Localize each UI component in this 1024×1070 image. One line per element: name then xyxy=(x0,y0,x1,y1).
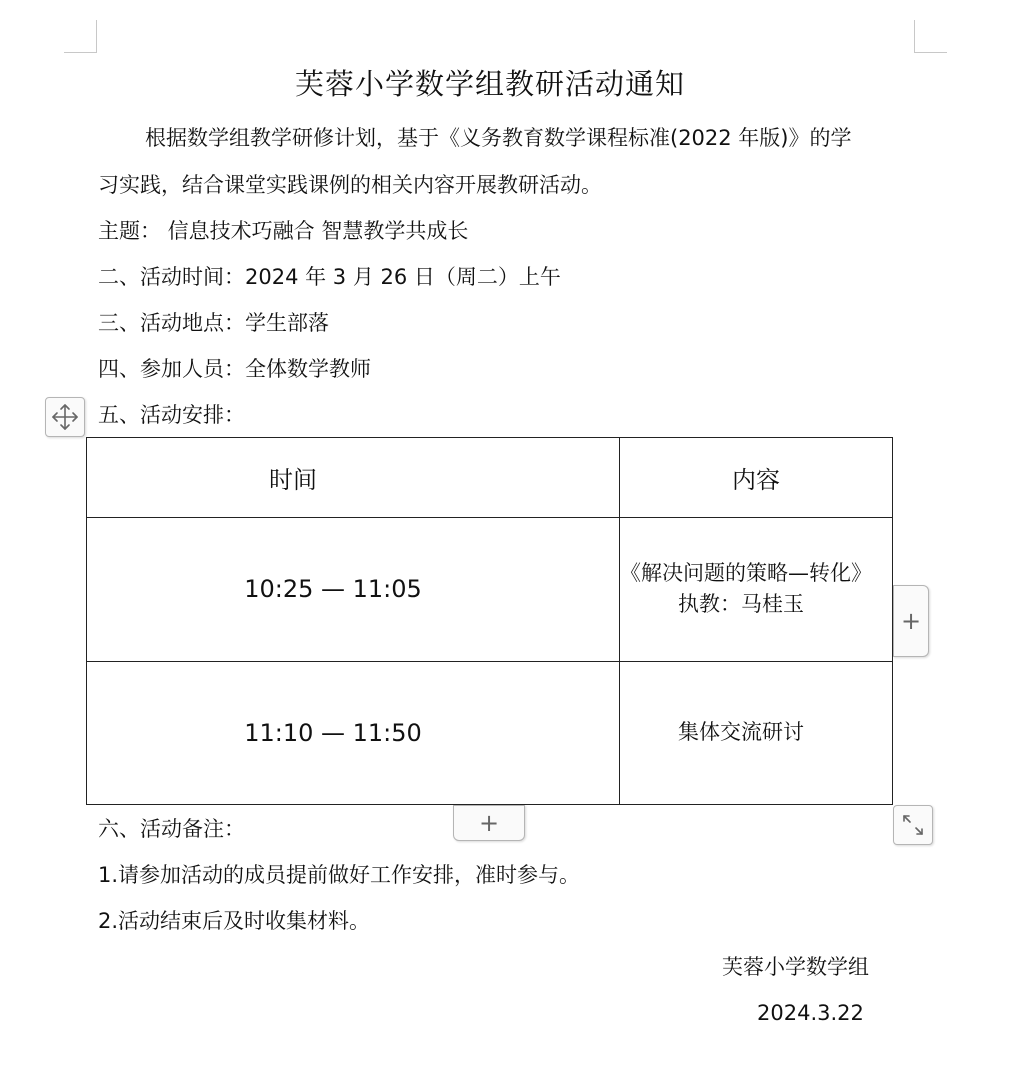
note-2: 2.活动结束后及时收集材料。 xyxy=(98,909,371,933)
signature-date: 2024.3.22 xyxy=(757,1001,864,1025)
row-2-content: 集体交流研讨 xyxy=(678,720,804,745)
move-arrows-icon xyxy=(50,402,80,432)
row-1-lesson-title: 《解决问题的策略—转化》 xyxy=(620,561,872,586)
plus-icon: + xyxy=(900,607,922,635)
crop-mark-top-right xyxy=(914,20,947,53)
row-2-time-cell[interactable] xyxy=(87,661,620,804)
document-title: 芙蓉小学数学组教研活动通知 xyxy=(294,67,685,101)
intro-line-1: 根据数学组教学研修计划，基于《义务教育数学课程标准(2022 年版)》的学 xyxy=(145,126,852,150)
resize-diagonal-icon xyxy=(899,811,927,839)
add-column-button[interactable] xyxy=(893,585,929,657)
row-2-content-cell[interactable] xyxy=(620,661,893,804)
notes-heading: 六、活动备注： xyxy=(98,817,245,841)
crop-mark-top-left xyxy=(64,20,97,53)
table-move-handle[interactable] xyxy=(45,397,85,437)
signature: 芙蓉小学数学组 xyxy=(722,955,869,979)
place-line: 三、活动地点：学生部落 xyxy=(98,311,329,335)
intro-line-2: 习实践，结合课堂实践课例的相关内容开展教研活动。 xyxy=(98,173,602,197)
header-time[interactable]: 时间 xyxy=(87,438,620,518)
row-1-time-cell[interactable] xyxy=(87,518,620,661)
table-resize-handle[interactable] xyxy=(893,805,933,845)
row-1-content-cell[interactable] xyxy=(620,518,893,661)
row-1-teacher: 执教：马桂玉 xyxy=(678,592,804,617)
plus-icon: + xyxy=(478,809,500,837)
header-content[interactable]: 内容 xyxy=(620,438,893,518)
row-1-time: 10:25 — 11:05 xyxy=(244,575,422,604)
table-row xyxy=(87,518,893,661)
note-1: 1.请参加活动的成员提前做好工作安排，准时参与。 xyxy=(98,863,581,887)
time-line: 二、活动时间：2024 年 3 月 26 日（周二）上午 xyxy=(98,265,561,289)
add-row-button[interactable] xyxy=(453,805,525,841)
schedule-heading: 五、活动安排： xyxy=(98,403,245,427)
row-2-time: 11:10 — 11:50 xyxy=(244,718,422,747)
theme-line: 主题： 信息技术巧融合 智慧教学共成长 xyxy=(98,219,469,243)
table-header-row xyxy=(87,438,893,518)
schedule-table xyxy=(86,437,893,805)
participants-line: 四、参加人员：全体数学教师 xyxy=(98,357,371,381)
table-row xyxy=(87,661,893,804)
